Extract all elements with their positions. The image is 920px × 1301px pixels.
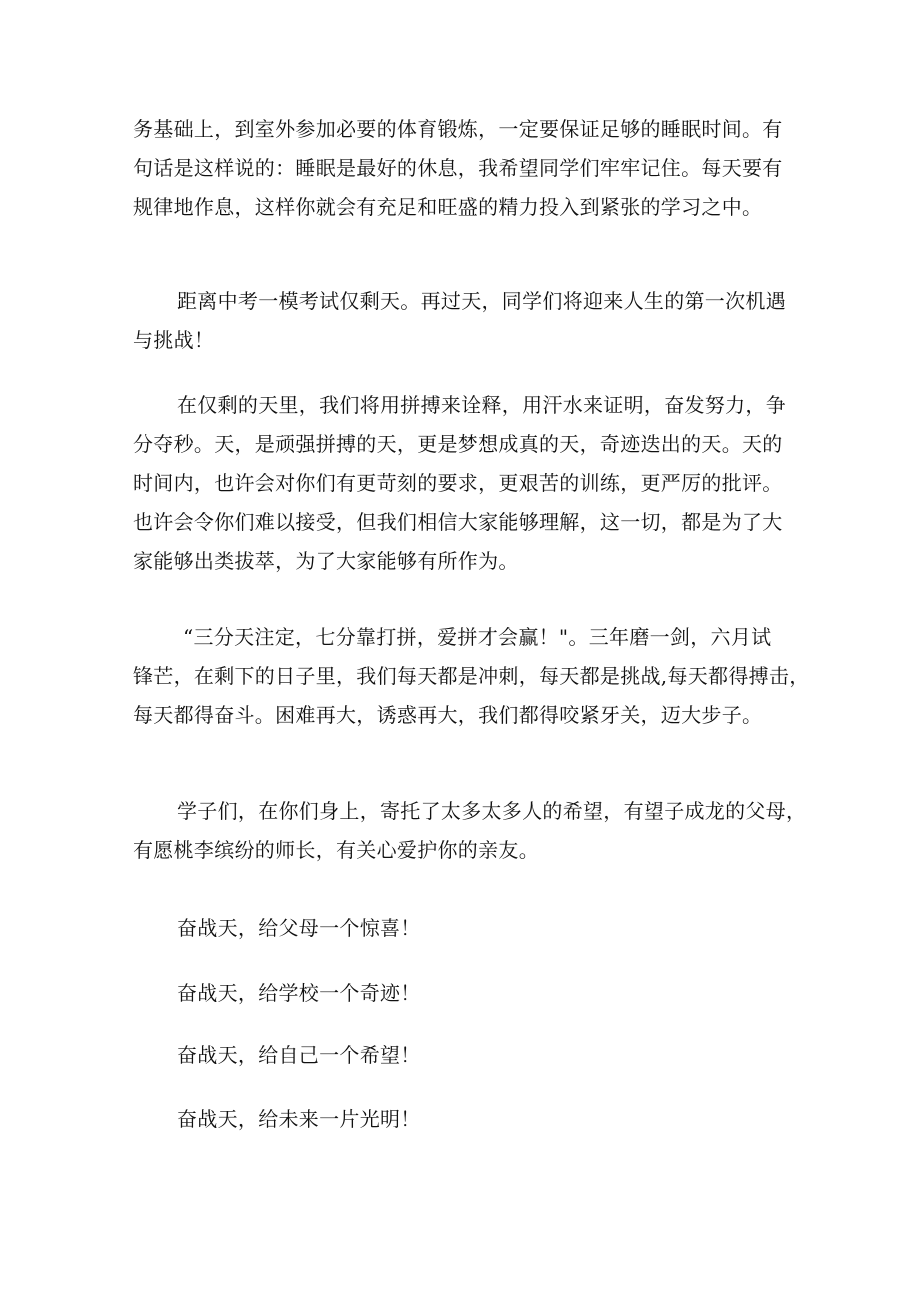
text-line: 也许会令你们难以接受，但我们相信大家能够理解，这一切，都是为了大: [133, 510, 783, 534]
paragraph-remaining-days: [133, 386, 786, 581]
text-line-content: 奋战天，给自己一个希望！: [177, 1043, 421, 1067]
text-line: [133, 1036, 783, 1075]
slogan-school: [133, 974, 783, 1013]
text-line-content: 距离中考一模考试仅剩天。再过天，同学们将迎来人生的第一次机遇: [177, 289, 786, 313]
text-line-content: “三分天注定，七分靠打拼，爱拼才会赢！"。三年磨一剑，六月试: [183, 625, 772, 649]
paragraph-motto: [133, 618, 810, 735]
paragraph-sleep-advice: [133, 110, 783, 227]
text-line: 家能够出类拔萃，为了大家能够有所作为。: [133, 549, 519, 573]
text-line: [133, 282, 786, 321]
slogan-future: [133, 1100, 783, 1139]
text-line: 时间内，也许会对你们有更苛刻的要求，更艰苦的训练，更严厉的批评。: [133, 471, 783, 495]
text-line: 规律地作息，这样你就会有充足和旺盛的精力投入到紧张的学习之中。: [133, 195, 763, 219]
text-line-content: 在仅剩的天里，我们将用拼搏来诠释，用汗水来证明，奋发努力，争: [177, 393, 786, 417]
text-line: 锋芒，在剩下的日子里，我们每天都是冲刺，每天都是挑战,每天都得搏击，: [133, 664, 810, 688]
text-line: [133, 792, 807, 831]
text-line: 有愿桃李缤纷的师长，有关心爱护你的亲友。: [133, 838, 539, 862]
text-line: 分夺秒。天，是顽强拼搏的天，更是梦想成真的天，奇迹迭出的天。天的: [133, 432, 783, 456]
text-line: [133, 386, 786, 425]
text-line: [133, 618, 783, 657]
text-line: 与挑战！: [133, 328, 215, 352]
text-line-content: 奋战天，给父母一个惊喜！: [177, 916, 421, 940]
text-line-content: 奋战天，给学校一个奇迹！: [177, 981, 421, 1005]
paragraph-students-hope: [133, 792, 807, 870]
text-line: [133, 1100, 783, 1139]
paragraph-exam-countdown: [133, 282, 786, 360]
slogan-parents: [133, 909, 783, 948]
text-line: 务基础上，到室外参加必要的体育锻炼，一定要保证足够的睡眠时间。有: [133, 117, 783, 141]
text-line: 每天都得奋斗。困难再大，诱惑再大，我们都得咬紧牙关，迈大步子。: [133, 703, 763, 727]
text-line: 句话是这样说的：睡眠是最好的休息，我希望同学们牢牢记住。每天要有: [133, 156, 783, 180]
text-line-content: 学子们，在你们身上，寄托了太多太多人的希望，有望子成龙的父母，: [177, 799, 807, 823]
text-line: [133, 974, 783, 1013]
text-line-content: 奋战天，给未来一片光明！: [177, 1107, 421, 1131]
slogan-self: [133, 1036, 783, 1075]
text-line: [133, 909, 783, 948]
